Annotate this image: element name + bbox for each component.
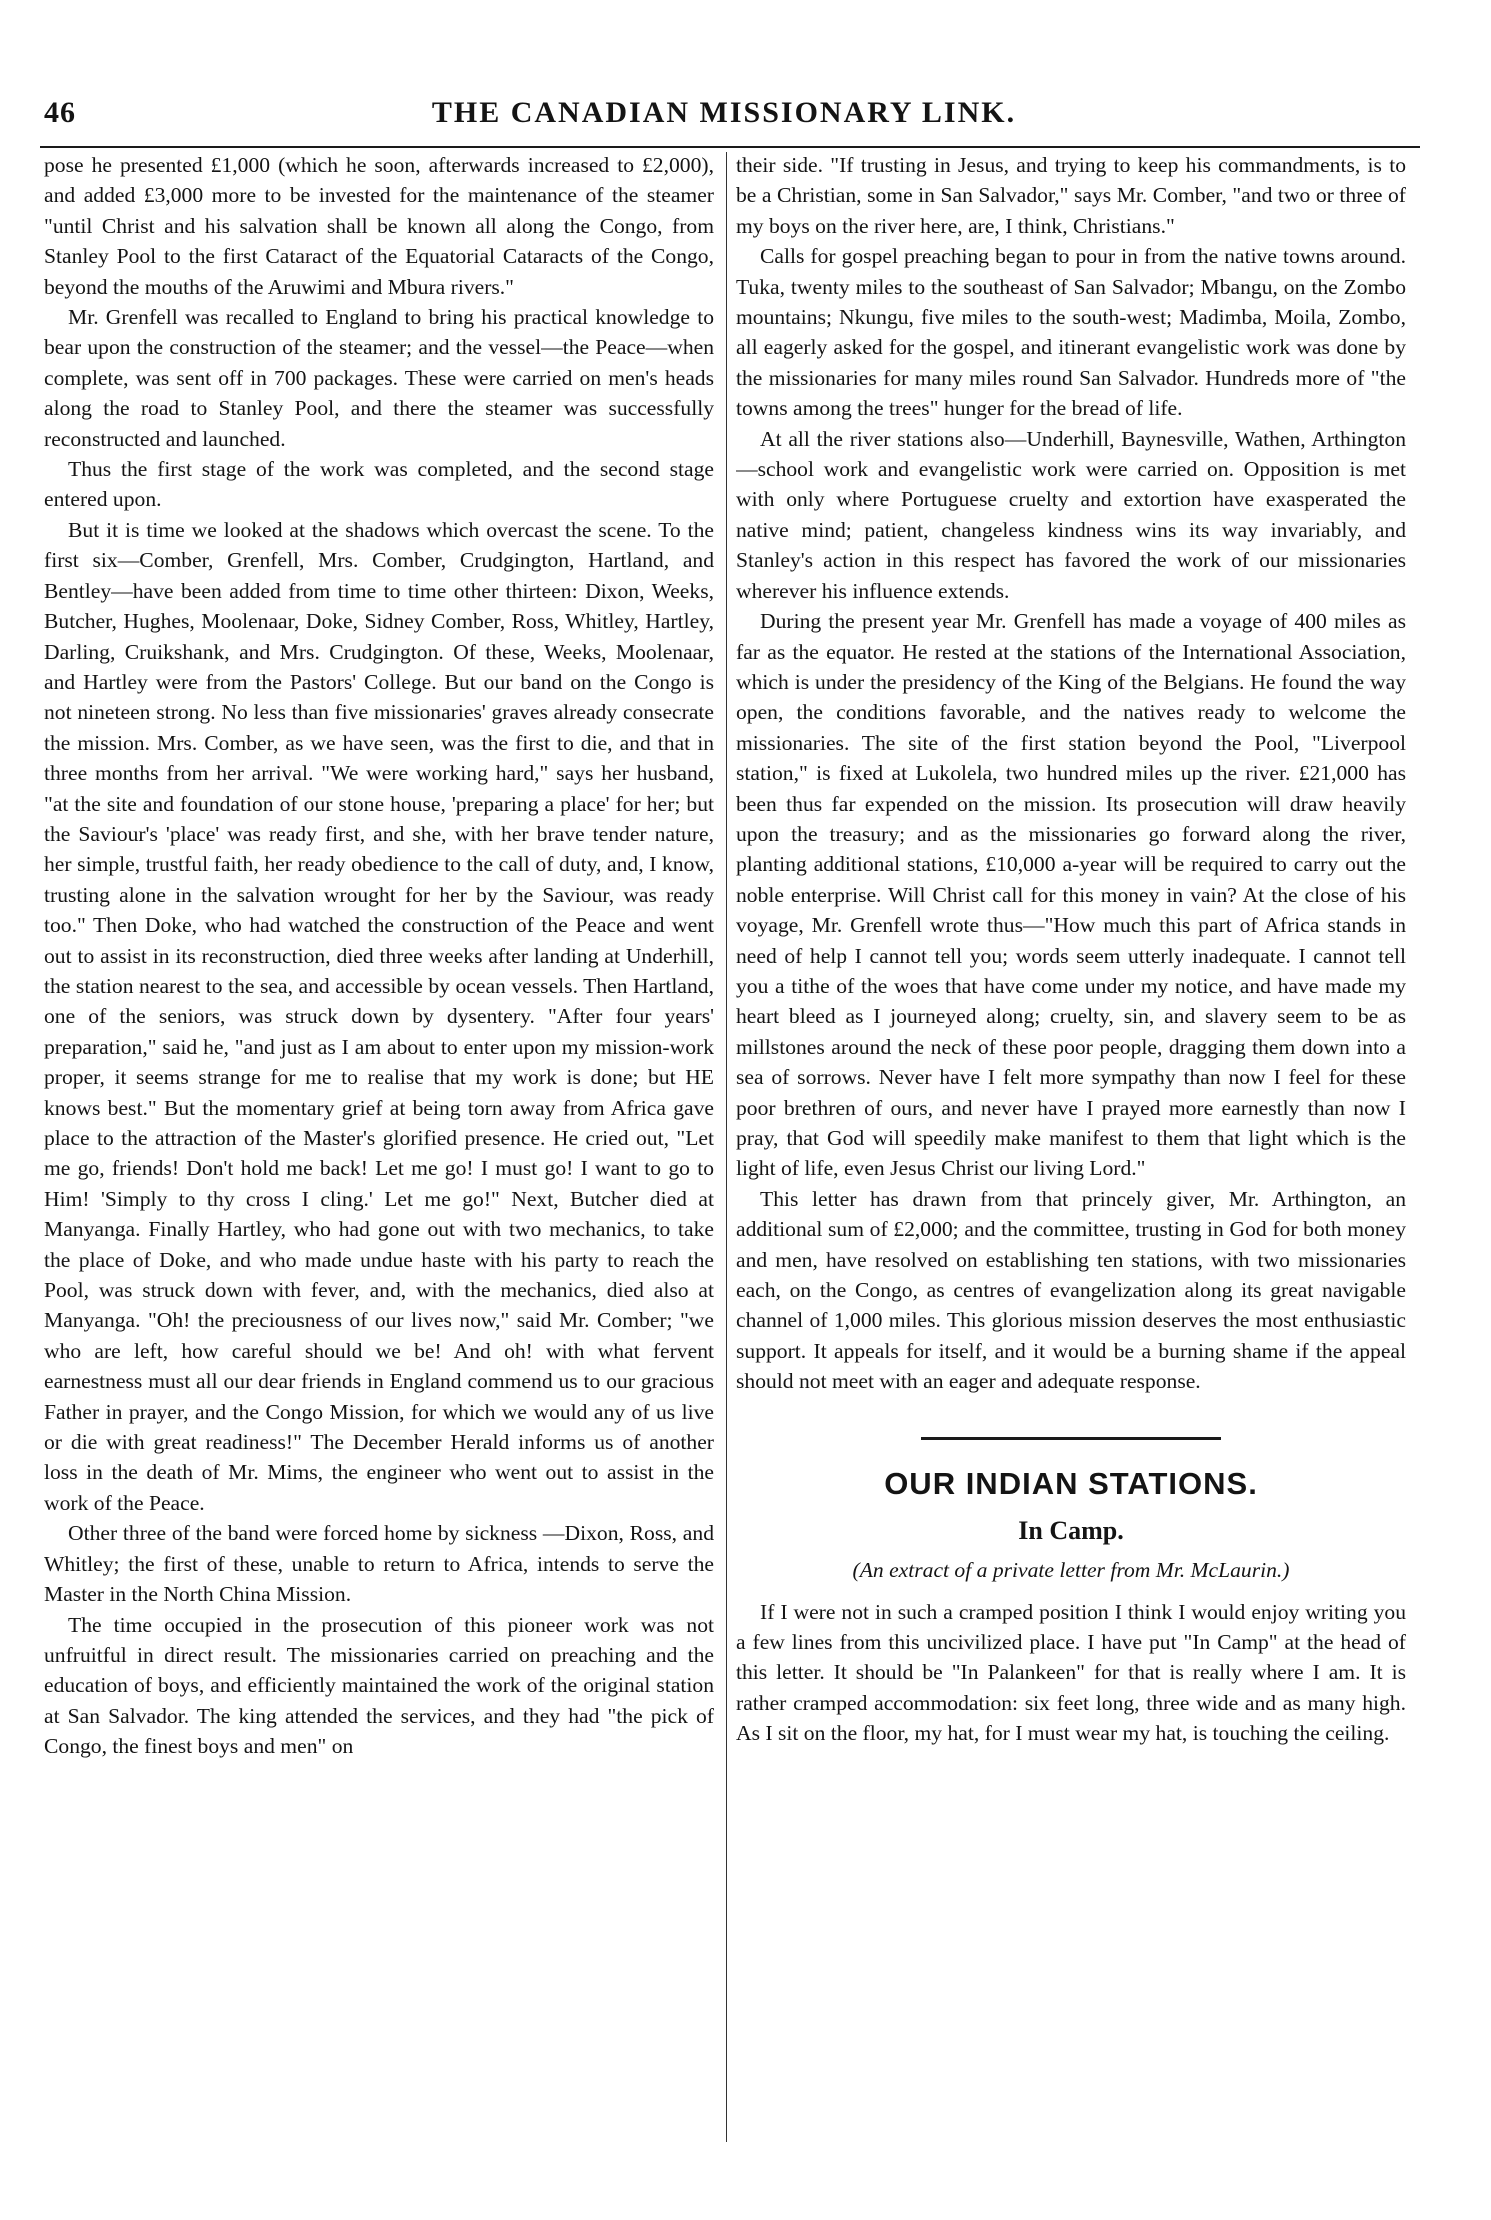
section-divider-rule xyxy=(921,1437,1221,1440)
article-paragraph: their side. "If trusting in Jesus, and trying to keep his commandments, is to be a Christian, some in San Salvador," says Mr. Comber, "and two or three of my boys on the river here, are, I think, Christians." xyxy=(736,153,1406,238)
article-paragraph: Calls for gospel preaching began to pour in from the native towns around. Tuka, twenty miles to the southeast of San Salvador; Mbangu, on the Zombo mountains; Nkungu, five miles to the south-west; Madimba, Moila, Zombo, all eagerly asked for the gospel, and itinerant evangelistic work was done by the missionaries for many miles round San Salvador. Hundreds more of "the towns among the trees" hunger for the bread of life. xyxy=(736,244,1406,421)
right-column xyxy=(736,150,1406,2140)
page-header xyxy=(44,88,1404,138)
running-title: THE CANADIAN MISSIONARY LINK. xyxy=(431,96,1017,129)
section-subheading: In Camp. xyxy=(1018,1515,1124,1545)
column-divider xyxy=(726,152,727,2142)
article-paragraph: But it is time we looked at the shadows which overcast the scene. To the first six—Comber, Grenfell, Mrs. Comber, Crudgington, Hartland, and Bentley—have been added from time to time other thirteen: Dixon, Weeks, Butcher, Hughes, Moolenaar, Doke, Sidney Comber, Ross, Whitley, Hartley, Darling, Cruikshank, and Mrs. Crudgington. Of these, Weeks, Moolenaar, and Hartley were from the Pastors' College. But our band on the Congo is not nineteen strong. No less than five missionaries' graves already consecrate the mission. Mrs. Comber, as we have seen, was the first to die, and that in three months from her arrival. "We were working hard," says her husband, "at the site and foundation of our stone house, 'preparing a place' for her; but the Saviour's 'place' was ready first, and she, with her brave tender nature, her simple, trustful faith, her ready obedience to the call of duty, and, I know, trusting alone in the salvation wrought for her by the Saviour, was ready too." Then Doke, who had watched the construction of the Peace and went out to assist in its reconstruction, died three weeks after landing at Underhill, the station nearest to the sea, and accessible by ocean vessels. Then Hartland, one of the seniors, was struck down by dysentery. "After four years' preparation," said he, "and just as I am about to enter upon my mission-work proper, it seems strange for me to realise that my work is done; but HE knows best." But the momentary grief at being torn away from Africa gave place to the attraction of the Master's glorified presence. He cried out, "Let me go, friends! Don't hold me back! Let me go! I must go! I want to go to Him! 'Simply to thy cross I cling.' Let me go!" Next, Butcher died at Manyanga. Finally Hartley, who had gone out with two mechanics, to take the place of Doke, and who made undue haste with his party to reach the Pool, was struck down with fever, and, with the mechanics, died also at Manyanga. "Oh! the preciousness of our lives now," said Mr. Comber; "we who are left, how careful should we be! And oh! with what fervent earnestness must all our dear friends in England commend us to our gracious Father in prayer, and the Congo Mission, for which we would any of us live or die with great readiness!" The December Herald informs us of another loss in the death of Mr. Mims, the engineer who went out to assist in the work of the Peace. xyxy=(44,517,714,1515)
article-paragraph: Mr. Grenfell was recalled to England to bring his practical knowledge to bear upon the construction of the steamer; and the vessel—the Peace—when complete, was sent off in 700 packages. These were carried on men's heads along the road to Stanley Pool, and there the steamer was successfully reconstructed and launched. xyxy=(44,305,714,451)
article-paragraph: Thus the first stage of the work was completed, and the second stage entered upon. xyxy=(44,457,714,512)
article-paragraph: If I were not in such a cramped position I think I would enjoy writing you a few lines from this uncivilized place. I have put "In Camp" at the head of this letter. It should be "In Palankeen" for that is really where I am. It is rather cramped accommodation: six feet long, three wide and as many high. As I sit on the floor, my hat, for I must wear my hat, is touching the ceiling. xyxy=(736,1599,1406,1746)
article-paragraph: The time occupied in the prosecution of this pioneer work was not unfruitful in direct result. The missionaries carried on preaching and the education of boys, and efficiently maintained the work of the original station at San Salvador. The king attended the services, and they had "the pick of Congo, the finest boys and men" on xyxy=(44,1612,714,1759)
article-paragraph: During the present year Mr. Grenfell has made a voyage of 400 miles as far as the equator. He rested at the stations of the International Association, which is under the presidency of the King of the Belgians. He found the way open, the conditions favorable, and the natives ready to welcome the missionaries. The site of the first station beyond the Pool, "Liverpool station," is fixed at Lukolela, two hundred miles up the river. £21,000 has been thus far expended on the mission. Its prosecution will draw heavily upon the treasury; and as the missionaries go forward along the river, planting additional stations, £10,000 a-year will be required to carry out the noble enterprise. Will Christ call for this money in vain? At the close of his voyage, Mr. Grenfell wrote thus—"How much this part of Africa stands in need of help I cannot tell you; words seem utterly inadequate. I cannot tell you a tithe of the woes that have come under my notice, and have made my heart bleed as I journeyed along; cruelty, sin, and slavery seem to be as millstones around the neck of these poor people, dragging them down into a sea of sorrows. Never have I felt more sympathy than now I feel for these poor brethren of ours, and never have I prayed more earnestly than now I pray, that God will speedily make manifest to them that light which is the light of life, even Jesus Christ our living Lord." xyxy=(736,609,1406,1181)
header-rule xyxy=(40,146,1420,148)
section-note: (An extract of a private letter from Mr. McLaurin.) xyxy=(852,1557,1290,1582)
article-paragraph: At all the river stations also—Underhill, Baynesville, Wathen, Arthington—school work and evangelistic work were carried on. Opposition is met with only where Portuguese cruelty and extortion have exasperated the native mind; patient, changeless kindness wins its way invariably, and Stanley's action in this respect has favored the work of our missionaries wherever his influence extends. xyxy=(736,426,1406,603)
left-column xyxy=(44,150,714,2140)
article-paragraph: This letter has drawn from that princely giver, Mr. Arthington, an additional sum of £2,000; and the committee, trusting in God for both money and men, have resolved on establishing ten stations, with two missionaries each, on the Congo, as centres of evangelization along its great navigable channel of 1,000 miles. This glorious mission deserves the most enthusiastic support. It appeals for itself, and it would be a burning shame if the appeal should not meet with an eager and adequate response. xyxy=(736,1186,1406,1394)
article-paragraph: pose he presented £1,000 (which he soon, afterwards increased to £2,000), and added £3,000 more to be invested for the maintenance of the steamer "until Christ and his salvation shall be known all along the Congo, from Stanley Pool to the first Cataract of the Equatorial Cataracts of the Congo, beyond the mouths of the Aruwimi and Mbura rivers." xyxy=(44,153,714,299)
page-number: 46 xyxy=(44,96,76,129)
article-paragraph: Other three of the band were forced home by sickness —Dixon, Ross, and Whitley; the first of these, unable to return to Africa, intends to serve the Master in the North China Mission. xyxy=(44,1521,714,1607)
section-heading: OUR INDIAN STATIONS. xyxy=(884,1465,1258,1501)
